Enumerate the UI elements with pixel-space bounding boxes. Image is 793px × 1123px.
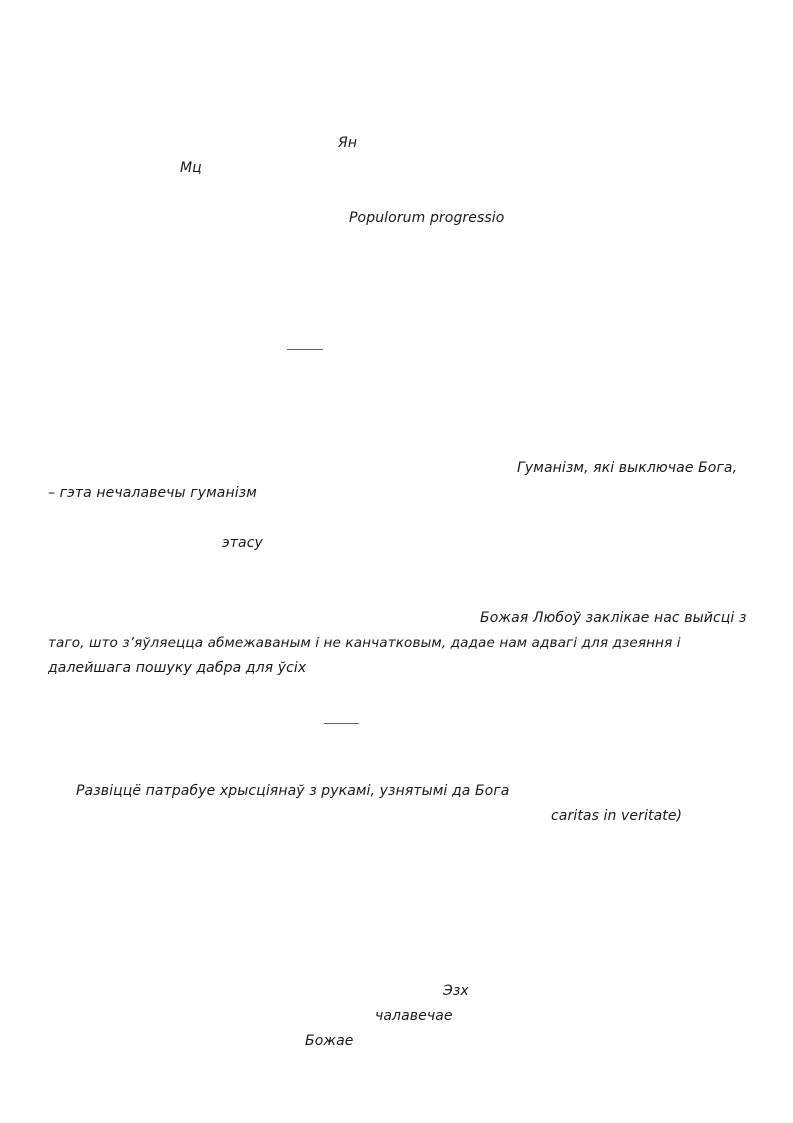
text-fragment-caritas-in-veritate: caritas in veritate) <box>551 808 683 824</box>
footnote-separator-rule-2 <box>324 723 359 724</box>
text-fragment-chalavechae: чалавечае <box>375 1008 453 1024</box>
text-fragment-ezkh: Эзх <box>443 983 469 999</box>
text-fragment-divine-love-line-1: Божая Любоў заклікае нас выйсці з <box>480 610 747 626</box>
text-fragment-yan: Ян <box>338 135 358 151</box>
text-fragment-mts: Мц <box>180 160 202 176</box>
text-fragment-divine-love-line-3: далейшага пошуку дабра для ўсіх <box>48 660 307 676</box>
text-fragment-etasu: этасу <box>222 535 263 551</box>
text-fragment-divine-love-line-2: таго, што з’яўляецца абмежаваным і не канчатковым, дадае нам адвагі для дзеяння і <box>48 635 681 651</box>
text-fragment-humanism-line-1: Гуманізм, які выключае Бога, <box>517 460 738 476</box>
footnote-separator-rule <box>287 349 323 350</box>
text-fragment-bozhae: Божае <box>305 1033 354 1049</box>
text-fragment-populorum-progressio: Populorum progressio <box>349 210 505 226</box>
text-fragment-humanism-line-2: – гэта нечалавечы гуманізм <box>48 485 257 501</box>
text-fragment-development: Развіццё патрабуе хрысціянаў з рукамі, узнятымі да Бога <box>76 783 510 799</box>
